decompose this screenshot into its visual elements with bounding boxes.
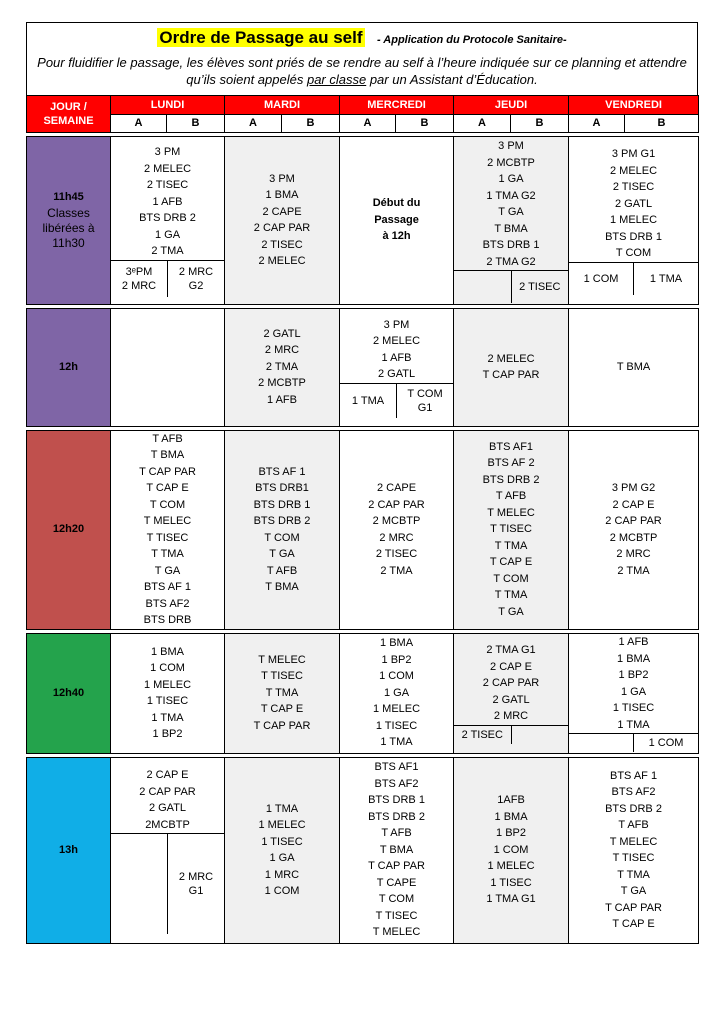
intro-text-underlined: par classe [306, 72, 367, 87]
cell-jeudi-12h20: BTS AF1 BTS AF 2 BTS DRB 2 T AFB T MELEC T TISEC T TMA T CAP E T COM T TMA T GA [454, 430, 569, 629]
group-a-classes: 1 TMA [351, 394, 385, 407]
group-b-lundi: B [167, 115, 225, 133]
intro-text-part1: Pour fluidifier le passage, les élèves sont priés de se rendre au self à l’heure indiquée sur ce planning et attendre qu’ils soient appelés [37, 55, 687, 87]
day-jeudi: JEUDI [454, 96, 569, 115]
cell-vendredi-13h: BTS AF 1 BTS AF2 BTS DRB 2 T AFB T MELEC T TISEC T TMA T GA T CAP PAR T CAP E [569, 757, 699, 943]
group-a-jeudi: A [454, 115, 511, 133]
cell-mercredi-13h: BTS AF1 BTS AF2 BTS DRB 1 BTS DRB 2 T AFB T BMA T CAP PAR T CAPE T COM T TISEC T MELEC [340, 757, 454, 943]
group-b-classes: 1 COM [633, 734, 698, 752]
group-b-classes: T COM G1 [396, 384, 453, 418]
cell-vendredi-12h20: 3 PM G2 2 CAP E 2 CAP PAR 2 MCBTP 2 MRC 2 TMA [569, 430, 699, 629]
cell-mercredi-11h45: Début du Passage à 12h [340, 136, 454, 304]
time-label: 12h [59, 360, 78, 373]
cell-mercredi-12h40: 1 BMA 1 BP2 1 COM 1 GA 1 MELEC 1 TISEC 1 TMA [340, 633, 454, 753]
intro-text [31, 54, 693, 88]
group-a-vendredi: A [569, 115, 625, 133]
group-header-row [27, 115, 699, 133]
cell-lundi-13h [111, 757, 225, 943]
cell-lundi-12h [111, 308, 225, 426]
cell-lundi-11h45 [111, 136, 225, 304]
cell-mardi-11h45: 3 PM 1 BMA 2 CAPE 2 CAP PAR 2 TISEC 2 MELEC [225, 136, 340, 304]
document-header [26, 22, 698, 95]
day-header-row [27, 96, 699, 115]
cell-mardi-12h40: T MELEC T TISEC T TMA T CAP E T CAP PAR [225, 633, 340, 753]
class-list: 1 AFB 1 BMA 1 BP2 1 GA 1 TISEC 1 TMA [612, 636, 655, 731]
cell-lundi-12h40: 1 BMA 1 COM 1 MELEC 1 TISEC 1 TMA 1 BP2 [111, 633, 225, 753]
group-a-classes [111, 834, 167, 934]
class-list: 2 TMA G1 2 CAP E 2 CAP PAR 2 GATL 2 MRC [482, 644, 540, 723]
cell-vendredi-12h: T BMA [569, 308, 699, 426]
class-list: 3 PM 2 MCBTP 1 GA 1 TMA G2 T GA T BMA BTS DRB 1 2 TMA G2 [482, 140, 540, 268]
time-label: 12h20 [52, 523, 85, 536]
group-b-jeudi: B [511, 115, 569, 133]
time-label: 13h [59, 843, 78, 856]
cell-mardi-12h: 2 GATL 2 MRC 2 TMA 2 MCBTP 1 AFB [225, 308, 340, 426]
group-a-mardi: A [225, 115, 282, 133]
class-list: 2 CAP E 2 CAP PAR 2 GATL 2MCBTP [139, 769, 196, 831]
group-a-classes: 3ᵉPM 2 MRC [121, 265, 157, 292]
group-b-mercredi: B [396, 115, 454, 133]
time-note: Classes libérées à 11h30 [42, 205, 95, 250]
cell-jeudi-12h: 2 MELEC T CAP PAR [454, 308, 569, 426]
class-list: 3 PM G1 2 MELEC 2 TISEC 2 GATL 1 MELEC BTS DRB 1 T COM [605, 148, 662, 260]
day-mardi: MARDI [225, 96, 340, 115]
group-a-classes: 2 TISEC [461, 728, 503, 741]
document-page [26, 22, 698, 944]
group-a-classes [569, 734, 633, 752]
time-cell-11h45 [27, 136, 111, 304]
group-a-classes: 1 COM [583, 272, 619, 285]
slot-row-12h [27, 308, 699, 426]
class-list: 3 PM 2 MELEC 1 AFB 2 GATL [372, 318, 421, 380]
time-label: 12h40 [52, 686, 85, 699]
time-cell-12h20 [27, 430, 111, 629]
group-b-mardi: B [282, 115, 340, 133]
slot-row-13h [27, 757, 699, 943]
class-list: 3 PM 2 MELEC 2 TISEC 1 AFB BTS DRB 2 1 GA 2 TMA [139, 146, 196, 258]
cell-mardi-12h20: BTS AF 1 BTS DRB1 BTS DRB 1 BTS DRB 2 T COM T GA T AFB T BMA [225, 430, 340, 629]
cell-jeudi-11h45 [454, 136, 569, 304]
cell-mercredi-12h [340, 308, 454, 426]
group-b-classes: 1 TMA [633, 263, 698, 295]
day-vendredi: VENDREDI [569, 96, 699, 115]
group-b-vendredi: B [625, 115, 699, 133]
cell-jeudi-12h40 [454, 633, 569, 753]
group-b-classes [511, 726, 569, 744]
cell-lundi-12h20: T AFB T BMA T CAP PAR T CAP E T COM T MELEC T TISEC T TMA T GA BTS AF 1 BTS AF2 BTS DRB [111, 430, 225, 629]
cell-jeudi-13h: 1AFB 1 BMA 1 BP2 1 COM 1 MELEC 1 TISEC 1 TMA G1 [454, 757, 569, 943]
day-mercredi: MERCREDI [340, 96, 454, 115]
page-title: Ordre de Passage au self [159, 28, 363, 47]
group-b-classes: 2 TISEC [511, 271, 569, 303]
cell-mercredi-12h20: 2 CAPE 2 CAP PAR 2 MCBTP 2 MRC 2 TISEC 2 TMA [340, 430, 454, 629]
slot-row-12h20 [27, 430, 699, 629]
slot-row-11h45 [27, 136, 699, 304]
intro-text-part2: par un Assistant d’Éducation. [366, 72, 538, 87]
page-subtitle: - Application du Protocole Sanitaire- [376, 34, 567, 46]
group-a-classes [454, 271, 511, 303]
slot-row-12h40 [27, 633, 699, 753]
cell-mardi-13h: 1 TMA 1 MELEC 1 TISEC 1 GA 1 MRC 1 COM [225, 757, 340, 943]
schedule-table [26, 95, 699, 944]
time-cell-12h40 [27, 633, 111, 753]
corner-cell: JOUR / SEMAINE [27, 96, 111, 133]
title-row [27, 28, 697, 48]
time-label: 11h45 [53, 191, 84, 204]
group-a-mercredi: A [340, 115, 396, 133]
day-lundi: LUNDI [111, 96, 225, 115]
group-b-classes: 2 MRC G2 [167, 261, 224, 297]
group-a-lundi: A [111, 115, 167, 133]
group-b-classes: 2 MRC G1 [167, 834, 224, 934]
cell-vendredi-12h40 [569, 633, 699, 753]
cell-vendredi-11h45 [569, 136, 699, 304]
time-cell-12h [27, 308, 111, 426]
time-cell-13h [27, 757, 111, 943]
